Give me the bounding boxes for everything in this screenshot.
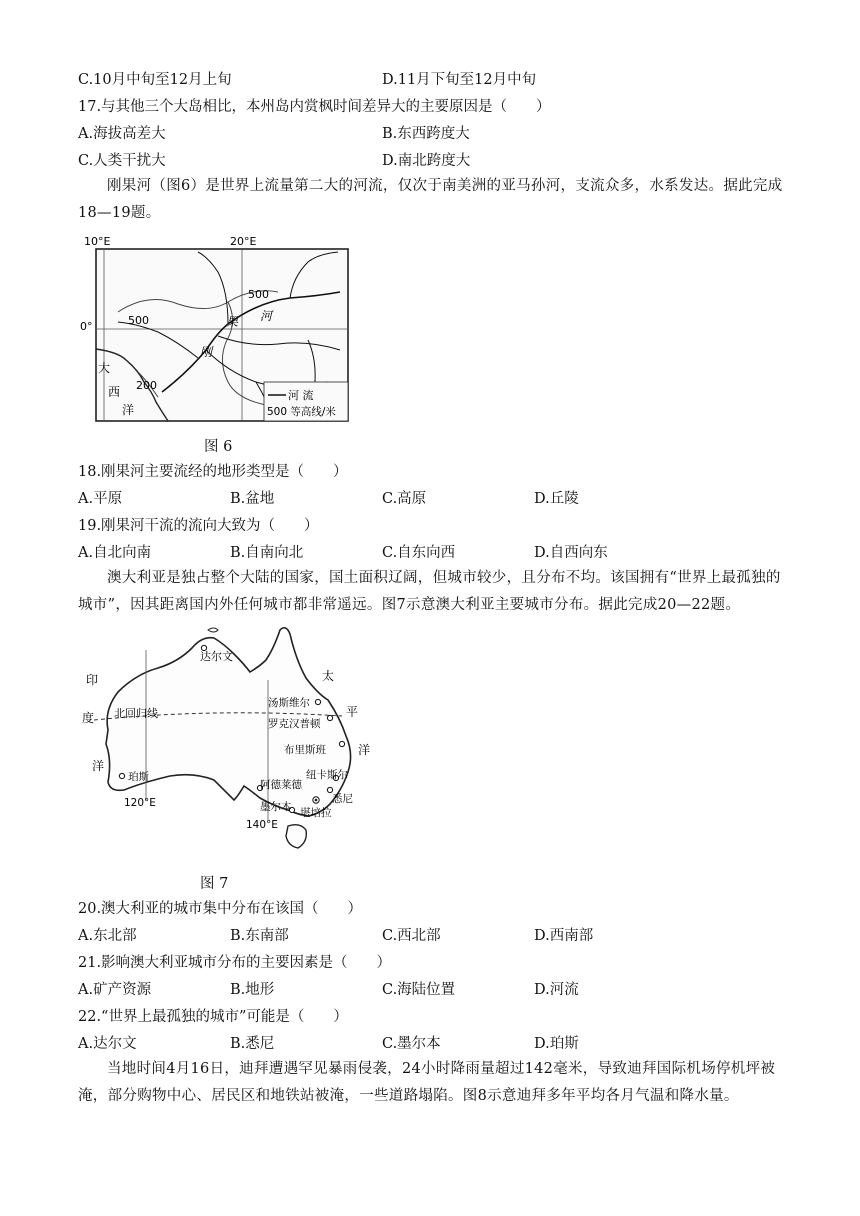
q18-option-b: B.盆地 bbox=[230, 491, 275, 507]
q16-option-d: D.11月下旬至12月中旬 bbox=[382, 72, 537, 88]
lat-0-label: 0° bbox=[80, 320, 93, 333]
city-label-melbourne: 墨尔本 bbox=[260, 801, 292, 813]
tropic-label: 北回归线 bbox=[114, 707, 158, 720]
q19-option-d: D.自西向东 bbox=[534, 545, 608, 561]
ocean-pacific-3: 洋 bbox=[358, 743, 371, 757]
legend-contour-label: 500 等高线/米 bbox=[267, 406, 336, 418]
figure-7-caption: 图 7 bbox=[200, 876, 229, 892]
q22-option-a: A.达尔文 bbox=[78, 1036, 137, 1052]
q20-stem: 20.澳大利亚的城市集中分布在该国（ ） bbox=[78, 901, 363, 917]
q17-option-d: D.南北跨度大 bbox=[382, 153, 471, 169]
city-label-perth: 珀斯 bbox=[128, 771, 149, 783]
city-label-rockhampton: 罗克汉普顿 bbox=[268, 718, 321, 730]
q18-stem: 18.刚果河主要流经的地形类型是（ ） bbox=[78, 464, 348, 480]
figure-6-caption: 图 6 bbox=[204, 439, 233, 455]
city-label-townsville: 汤斯维尔 bbox=[268, 697, 310, 709]
contour-label-500-a: 500 bbox=[248, 288, 269, 301]
q19-option-a: A.自北向南 bbox=[78, 545, 152, 561]
ocean-label-yang: 洋 bbox=[122, 403, 135, 417]
lon-20e-label: 20°E bbox=[230, 235, 257, 248]
capital-dot-canberra bbox=[315, 799, 318, 802]
q18-option-c: C.高原 bbox=[382, 491, 427, 507]
q20-option-a: A.东北部 bbox=[78, 928, 137, 944]
city-label-adelaide: 阿德莱德 bbox=[260, 779, 302, 791]
city-label-newcastle: 纽卡斯尔 bbox=[306, 769, 348, 781]
q22-option-b: B.悉尼 bbox=[230, 1036, 275, 1052]
passage-australia: 澳大利亚是独占整个大陆的国家，国土面积辽阔，但城市较少，且分布不均。该国拥有“世界上最孤独的城市”，因其距离国内外任何城市都非常遥远。图7示意澳大利亚主要城市分布。据此完成20—22题。 bbox=[78, 570, 781, 613]
city-label-darwin: 达尔文 bbox=[200, 650, 233, 663]
q21-stem: 21.影响澳大利亚城市分布的主要因素是（ ） bbox=[78, 955, 392, 971]
lon-10e-label: 10°E bbox=[84, 235, 111, 248]
q20-option-b: B.东南部 bbox=[230, 928, 289, 944]
contour-label-200: 200 bbox=[136, 379, 157, 392]
city-label-canberra: 堪培拉 bbox=[300, 807, 332, 819]
passage-dubai: 当地时间4月16日，迪拜遭遇罕见暴雨侵袭，24小时降雨量超过142毫米，导致迪拜国际机场停机坪被淹，部分购物中心、居民区和地铁站被淹，一些道路塌陷。图8示意迪拜多年平均各月气温和降水量。 bbox=[78, 1061, 776, 1104]
city-marker-perth bbox=[119, 773, 124, 778]
city-label-sydney: 悉尼 bbox=[332, 793, 353, 805]
ocean-indian-2: 度 bbox=[82, 711, 95, 725]
passage-congo: 刚果河（图6）是世界上流量第二大的河流，仅次于南美洲的亚马孙河，支流众多，水系发达。据此完成18—19题。 bbox=[78, 178, 783, 221]
q17-option-b: B.东西跨度大 bbox=[382, 126, 470, 142]
q17-option-c: C.人类干扰大 bbox=[78, 153, 166, 169]
q21-option-a: A.矿产资源 bbox=[78, 982, 152, 998]
river-label-he: 河 bbox=[260, 309, 273, 323]
q17-stem: 17.与其他三个大岛相比，本州岛内赏枫时间差异大的主要原因是（ ） bbox=[78, 99, 551, 115]
q21-option-c: C.海陆位置 bbox=[382, 982, 456, 998]
contour-label-500-b: 500 bbox=[128, 314, 149, 327]
island-north bbox=[208, 628, 218, 632]
ocean-indian-3: 洋 bbox=[92, 759, 105, 773]
q19-stem: 19.刚果河干流的流向大致为（ ） bbox=[78, 518, 319, 534]
city-marker-townsville bbox=[315, 699, 320, 704]
ocean-indian-1: 印 bbox=[86, 673, 99, 687]
q21-option-b: B.地形 bbox=[230, 982, 275, 998]
river-label-gang: 刚 bbox=[200, 345, 213, 359]
river-label-guo: 果 bbox=[226, 315, 239, 329]
figure-6-congo-map bbox=[78, 232, 358, 428]
ocean-pacific-2: 平 bbox=[346, 705, 359, 719]
q18-option-d: D.丘陵 bbox=[534, 491, 579, 507]
q22-stem: 22.“世界上最孤独的城市”可能是（ ） bbox=[78, 1009, 348, 1025]
legend-river-label: 河 流 bbox=[288, 389, 314, 402]
q17-option-a: A.海拔高差大 bbox=[78, 126, 166, 142]
tasmania bbox=[286, 825, 306, 848]
q22-option-c: C.墨尔本 bbox=[382, 1036, 441, 1052]
q16-option-c: C.10月中旬至12月上旬 bbox=[78, 72, 232, 88]
q20-option-c: C.西北部 bbox=[382, 928, 441, 944]
q22-option-d: D.珀斯 bbox=[534, 1036, 579, 1052]
q19-option-c: C.自东向西 bbox=[382, 545, 456, 561]
q20-option-d: D.西南部 bbox=[534, 928, 594, 944]
figure-7-australia-map bbox=[74, 620, 374, 865]
q21-option-d: D.河流 bbox=[534, 982, 579, 998]
q19-option-b: B.自南向北 bbox=[230, 545, 304, 561]
city-label-brisbane: 布里斯班 bbox=[284, 744, 326, 756]
ocean-label-da: 大 bbox=[98, 361, 111, 375]
q18-option-a: A.平原 bbox=[78, 491, 123, 507]
ocean-label-xi: 西 bbox=[108, 385, 121, 399]
city-marker-brisbane bbox=[339, 741, 344, 746]
lon-120e-label: 120°E bbox=[124, 797, 156, 809]
ocean-pacific-1: 太 bbox=[322, 669, 335, 683]
city-marker-sydney bbox=[327, 787, 332, 792]
city-marker-rockhampton bbox=[327, 715, 332, 720]
lon-140e-label: 140°E bbox=[246, 819, 278, 831]
